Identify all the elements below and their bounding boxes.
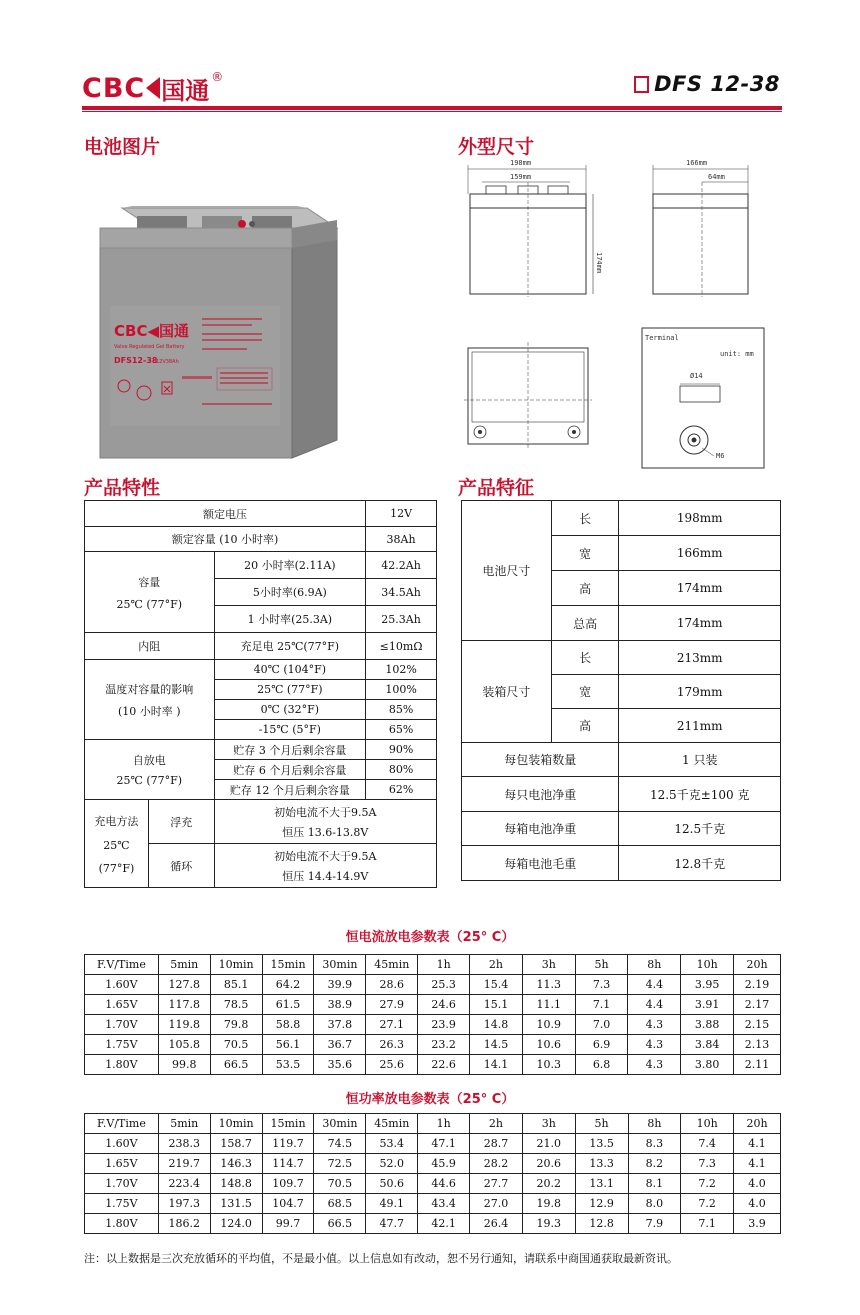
table-cell: 3.91 — [681, 995, 734, 1015]
model-title — [634, 72, 780, 96]
table-cell: 7.1 — [681, 1214, 734, 1234]
table-cell: 25.3 — [418, 975, 470, 995]
table-row — [85, 660, 437, 680]
table-cell: 74.5 — [314, 1134, 366, 1154]
self-discharge-label: 自放电 — [132, 754, 166, 767]
voltage-cell: 1.70V — [85, 1015, 159, 1035]
table-cell: 3.80 — [681, 1055, 734, 1075]
charge-temp-c: 25℃ — [103, 838, 130, 852]
table-cell: 26.4 — [470, 1214, 523, 1234]
table-header-row — [85, 1114, 781, 1134]
table-cell: 119.7 — [262, 1134, 314, 1154]
charge-float-cell — [214, 800, 436, 844]
table-header-cell: 10h — [681, 1114, 734, 1134]
charge-float-line1: 初始电流不大于9.5A — [274, 805, 377, 819]
table-cell: 119.8 — [158, 1015, 210, 1035]
table-cell: 99.8 — [158, 1055, 210, 1075]
battery-size-name: 宽 — [551, 536, 619, 571]
table-header-cell: 5min — [158, 1114, 210, 1134]
box-size-value: 213mm — [619, 641, 781, 675]
table-cell: 117.8 — [158, 995, 210, 1015]
table-cell: 14.1 — [470, 1055, 523, 1075]
table-cell: 64.2 — [262, 975, 314, 995]
table-cell: 78.5 — [210, 995, 262, 1015]
table-cell: 22.6 — [418, 1055, 470, 1075]
spec-value: 12.8千克 — [619, 846, 781, 881]
logo-cbc-text: CBC — [82, 72, 146, 104]
table-cell: 4.1 — [734, 1154, 781, 1174]
table-cell: 131.5 — [210, 1194, 262, 1214]
table-cell: 43.4 — [418, 1194, 470, 1214]
table-cell: 58.8 — [262, 1015, 314, 1035]
rated-voltage-label: 额定电压 — [85, 501, 366, 527]
charge-cycle-label: 循环 — [148, 844, 214, 888]
voltage-cell: 1.65V — [85, 995, 159, 1015]
dim-side-inner: 64mm — [708, 173, 725, 181]
section-title-dimensions: 外型尺寸 — [458, 136, 535, 158]
table-cell: 7.2 — [681, 1194, 734, 1214]
self-discharge-cond: 贮存 3 个月后剩余容量 — [214, 740, 366, 760]
table-row — [85, 633, 437, 660]
battery-size-value: 166mm — [619, 536, 781, 571]
spec-name: 每包装箱数量 — [462, 743, 619, 777]
table-cell: 11.1 — [522, 995, 575, 1015]
table-header-cell: 30min — [314, 1114, 366, 1134]
voltage-cell: 1.80V — [85, 1214, 159, 1234]
battery-size-name: 长 — [551, 501, 619, 536]
charge-cell — [85, 800, 149, 888]
charge-temp-f: (77°F) — [98, 861, 135, 875]
self-discharge-value: 90% — [366, 740, 437, 760]
table-cell: 14.5 — [470, 1035, 523, 1055]
spec-name: 每只电池净重 — [462, 777, 619, 812]
self-discharge-cond: 贮存 12 个月后剩余容量 — [214, 780, 366, 800]
constant-current-title: 恒电流放电参数表（25° C） — [345, 930, 515, 945]
table-header-cell: 15min — [262, 955, 314, 975]
self-discharge-value: 80% — [366, 760, 437, 780]
table-cell: 4.0 — [734, 1174, 781, 1194]
table-cell: 7.3 — [575, 975, 628, 995]
table-cell: 4.3 — [628, 1055, 681, 1075]
table-cell: 53.4 — [366, 1134, 418, 1154]
table-cell: 2.13 — [734, 1035, 781, 1055]
table-row — [85, 800, 437, 844]
table-header-cell: 2h — [470, 955, 523, 975]
temp-effect-value: 65% — [366, 720, 437, 740]
table-cell: 23.2 — [418, 1035, 470, 1055]
table-cell: 197.3 — [158, 1194, 210, 1214]
table-cell: 38.9 — [314, 995, 366, 1015]
table-cell: 7.9 — [628, 1214, 681, 1234]
table-cell: 37.8 — [314, 1015, 366, 1035]
terminal-title: Terminal — [645, 334, 679, 342]
table-cell: 15.1 — [470, 995, 523, 1015]
table-header-cell: F.V/Time — [85, 1114, 159, 1134]
table-cell: 11.3 — [522, 975, 575, 995]
box-size-name: 高 — [551, 709, 619, 743]
table-row — [85, 552, 437, 579]
battery-photo — [92, 168, 342, 463]
table-row — [462, 777, 781, 812]
table-header-cell: 1h — [418, 955, 470, 975]
table-header-cell: 5h — [575, 955, 628, 975]
terminal-bolt: M6 — [716, 452, 725, 460]
table-cell: 7.4 — [681, 1134, 734, 1154]
capacity-rate: 5小时率(6.9A) — [214, 579, 366, 606]
table-cell: 24.6 — [418, 995, 470, 1015]
table-cell: 7.0 — [575, 1015, 628, 1035]
battery-size-value: 198mm — [619, 501, 781, 536]
table-header-cell: 10min — [210, 955, 262, 975]
table-cell: 4.1 — [734, 1134, 781, 1154]
table-cell: 2.15 — [734, 1015, 781, 1035]
box-size-value: 179mm — [619, 675, 781, 709]
table-header-cell: 5h — [575, 1114, 628, 1134]
dim-height: 174mm — [595, 252, 603, 274]
table-header-cell: 5min — [158, 955, 210, 975]
table-header-cell: 10h — [681, 955, 734, 975]
charge-cycle-line1: 初始电流不大于9.5A — [274, 849, 377, 863]
table-cell: 28.6 — [366, 975, 418, 995]
table-cell: 124.0 — [210, 1214, 262, 1234]
internal-resistance-value: ≤10mΩ — [366, 633, 437, 660]
table-cell: 19.3 — [522, 1214, 575, 1234]
table-cell: 35.6 — [314, 1055, 366, 1075]
dim-front-inner: 159mm — [510, 173, 532, 181]
table-row — [85, 527, 437, 552]
table-header-cell: 45min — [366, 955, 418, 975]
battery-logo-text: CBC◀国通 — [114, 322, 189, 340]
rated-capacity-value: 38Ah — [366, 527, 437, 552]
table-header-row — [85, 955, 781, 975]
self-discharge-cell — [85, 740, 215, 800]
table-cell: 52.0 — [366, 1154, 418, 1174]
table-cell: 66.5 — [210, 1055, 262, 1075]
table-cell: 10.6 — [522, 1035, 575, 1055]
features-table — [84, 500, 437, 888]
table-cell: 4.3 — [628, 1015, 681, 1035]
table-cell: 3.95 — [681, 975, 734, 995]
temp-effect-value: 85% — [366, 700, 437, 720]
capacity-value: 42.2Ah — [366, 552, 437, 579]
table-cell: 148.8 — [210, 1174, 262, 1194]
table-header-cell: 3h — [522, 955, 575, 975]
charge-label: 充电方法 — [94, 814, 139, 828]
table-row — [85, 975, 781, 995]
table-row — [85, 1154, 781, 1174]
table-row — [462, 812, 781, 846]
registered-mark: ® — [211, 70, 224, 84]
temp-effect-value: 102% — [366, 660, 437, 680]
table-cell: 12.8 — [575, 1214, 628, 1234]
table-cell: 28.2 — [470, 1154, 523, 1174]
capacity-cell — [85, 552, 215, 633]
box-size-value: 211mm — [619, 709, 781, 743]
table-cell: 27.7 — [470, 1174, 523, 1194]
charge-cycle-line2: 恒压 14.4-14.9V — [282, 869, 369, 883]
table-row — [85, 1134, 781, 1154]
battery-illustration — [92, 168, 342, 463]
constant-power-title: 恒功率放电参数表（25° C） — [345, 1092, 515, 1107]
table-header-cell: 30min — [314, 955, 366, 975]
table-cell: 47.1 — [418, 1134, 470, 1154]
box-size-name: 宽 — [551, 675, 619, 709]
capacity-label: 容量 — [138, 575, 161, 589]
checkbox-square-icon — [634, 76, 649, 93]
table-cell: 53.5 — [262, 1055, 314, 1075]
table-row — [85, 740, 437, 760]
temp-effect-temp: 40℃ (104°F) — [214, 660, 366, 680]
table-header-cell: 10min — [210, 1114, 262, 1134]
table-row — [85, 1035, 781, 1055]
table-header-cell: 20h — [734, 1114, 781, 1134]
footnote: 注：以上数据是三次充放循环的平均值，不是最小值。以上信息如有改动，恕不另行通知，请联系中商国通获取最新资讯。 — [84, 1252, 678, 1265]
table-cell: 127.8 — [158, 975, 210, 995]
table-cell: 223.4 — [158, 1174, 210, 1194]
capacity-value: 34.5Ah — [366, 579, 437, 606]
table-cell: 105.8 — [158, 1035, 210, 1055]
battery-model-text: DFS12-38 — [114, 356, 158, 365]
brand-logo — [82, 70, 223, 106]
header-divider — [82, 106, 782, 110]
table-cell: 4.0 — [734, 1194, 781, 1214]
model-name: DFS 12-38 — [654, 72, 780, 96]
table-cell: 21.0 — [522, 1134, 575, 1154]
table-cell: 4.4 — [628, 995, 681, 1015]
table-header-cell: 45min — [366, 1114, 418, 1134]
table-row — [462, 641, 781, 675]
temp-effect-sub: (10 小时率 ) — [118, 704, 181, 718]
table-row — [85, 995, 781, 1015]
table-cell: 12.9 — [575, 1194, 628, 1214]
table-header-cell: 2h — [470, 1114, 523, 1134]
battery-size-value: 174mm — [619, 606, 781, 641]
table-cell: 19.8 — [522, 1194, 575, 1214]
table-cell: 2.11 — [734, 1055, 781, 1075]
table-cell: 85.1 — [210, 975, 262, 995]
battery-size-value: 174mm — [619, 571, 781, 606]
charge-cycle-cell — [214, 844, 436, 888]
table-header-cell: 20h — [734, 955, 781, 975]
table-header-cell: 8h — [628, 955, 681, 975]
table-cell: 44.6 — [418, 1174, 470, 1194]
table-cell: 45.9 — [418, 1154, 470, 1174]
table-row — [462, 501, 781, 536]
temp-effect-temp: 25℃ (77°F) — [214, 680, 366, 700]
table-cell: 8.1 — [628, 1174, 681, 1194]
dim-front-width: 198mm — [510, 159, 532, 167]
table-cell: 238.3 — [158, 1134, 210, 1154]
dimension-drawing-svg — [458, 152, 780, 472]
table-cell: 109.7 — [262, 1174, 314, 1194]
table-cell: 70.5 — [210, 1035, 262, 1055]
capacity-temp: 25℃ (77°F) — [116, 597, 183, 611]
temp-effect-cell — [85, 660, 215, 740]
table-cell: 36.7 — [314, 1035, 366, 1055]
box-size-name: 长 — [551, 641, 619, 675]
table-cell: 49.1 — [366, 1194, 418, 1214]
logo-arrow-icon — [146, 77, 160, 99]
table-cell: 27.0 — [470, 1194, 523, 1214]
table-cell: 42.1 — [418, 1214, 470, 1234]
table-cell: 72.5 — [314, 1154, 366, 1174]
table-cell: 99.7 — [262, 1214, 314, 1234]
table-cell: 13.3 — [575, 1154, 628, 1174]
table-cell: 7.1 — [575, 995, 628, 1015]
table-header-cell: 1h — [418, 1114, 470, 1134]
spec-value: 12.5千克±100 克 — [619, 777, 781, 812]
voltage-cell: 1.75V — [85, 1035, 159, 1055]
voltage-cell: 1.80V — [85, 1055, 159, 1075]
temp-effect-temp: -15℃ (5°F) — [214, 720, 366, 740]
table-cell: 23.9 — [418, 1015, 470, 1035]
table-cell: 25.6 — [366, 1055, 418, 1075]
table-cell: 219.7 — [158, 1154, 210, 1174]
header-divider-thin — [82, 111, 782, 112]
table-cell: 26.3 — [366, 1035, 418, 1055]
table-header-cell: 8h — [628, 1114, 681, 1134]
table-cell: 70.5 — [314, 1174, 366, 1194]
voltage-cell: 1.70V — [85, 1174, 159, 1194]
voltage-cell: 1.65V — [85, 1154, 159, 1174]
table-cell: 56.1 — [262, 1035, 314, 1055]
table-cell: 50.6 — [366, 1174, 418, 1194]
table-cell: 13.1 — [575, 1174, 628, 1194]
box-size-label: 装箱尺寸 — [462, 641, 552, 743]
section-title-features: 产品特性 — [84, 477, 161, 499]
table-cell: 146.3 — [210, 1154, 262, 1174]
internal-resistance-label: 内阻 — [85, 633, 215, 660]
table-row — [462, 846, 781, 881]
internal-resistance-cond: 充足电 25℃(77°F) — [214, 633, 366, 660]
table-cell: 3.9 — [734, 1214, 781, 1234]
table-cell: 3.88 — [681, 1015, 734, 1035]
table-cell: 27.9 — [366, 995, 418, 1015]
logo-cn-text: 国通 — [161, 76, 210, 105]
terminal-unit: unit: mm — [720, 350, 754, 358]
spec-value: 12.5千克 — [619, 812, 781, 846]
table-cell: 68.5 — [314, 1194, 366, 1214]
voltage-cell: 1.60V — [85, 1134, 159, 1154]
dim-side-width: 166mm — [686, 159, 708, 167]
table-cell: 8.3 — [628, 1134, 681, 1154]
constant-current-table — [84, 954, 781, 1075]
terminal-diameter: Ø14 — [690, 372, 703, 380]
table-cell: 2.17 — [734, 995, 781, 1015]
table-cell: 79.8 — [210, 1015, 262, 1035]
spec-name: 每箱电池毛重 — [462, 846, 619, 881]
table-header-cell: F.V/Time — [85, 955, 159, 975]
spec-name: 每箱电池净重 — [462, 812, 619, 846]
table-cell: 61.5 — [262, 995, 314, 1015]
temp-effect-temp: 0℃ (32°F) — [214, 700, 366, 720]
table-cell: 10.9 — [522, 1015, 575, 1035]
table-cell: 10.3 — [522, 1055, 575, 1075]
specs-table — [461, 500, 781, 881]
table-cell: 27.1 — [366, 1015, 418, 1035]
self-discharge-value: 62% — [366, 780, 437, 800]
charge-float-label: 浮充 — [148, 800, 214, 844]
table-header-cell: 3h — [522, 1114, 575, 1134]
temp-effect-value: 100% — [366, 680, 437, 700]
capacity-rate: 20 小时率(2.11A) — [214, 552, 366, 579]
table-cell: 8.0 — [628, 1194, 681, 1214]
voltage-cell: 1.75V — [85, 1194, 159, 1214]
capacity-rate: 1 小时率(25.3A) — [214, 606, 366, 633]
capacity-value: 25.3Ah — [366, 606, 437, 633]
table-cell: 4.3 — [628, 1035, 681, 1055]
table-row — [85, 1055, 781, 1075]
table-cell: 20.6 — [522, 1154, 575, 1174]
table-row — [85, 501, 437, 527]
charge-float-line2: 恒压 13.6-13.8V — [282, 825, 369, 839]
table-cell: 158.7 — [210, 1134, 262, 1154]
table-cell: 3.84 — [681, 1035, 734, 1055]
table-cell: 47.7 — [366, 1214, 418, 1234]
table-row — [462, 743, 781, 777]
table-cell: 15.4 — [470, 975, 523, 995]
temp-effect-label: 温度对容量的影响 — [105, 682, 194, 696]
table-cell: 7.3 — [681, 1154, 734, 1174]
table-row — [85, 1015, 781, 1035]
table-row — [85, 1174, 781, 1194]
battery-size-name: 总高 — [551, 606, 619, 641]
spec-value: 1 只装 — [619, 743, 781, 777]
self-discharge-cond: 贮存 6 个月后剩余容量 — [214, 760, 366, 780]
battery-size-label: 电池尺寸 — [462, 501, 552, 641]
table-cell: 28.7 — [470, 1134, 523, 1154]
table-cell: 6.9 — [575, 1035, 628, 1055]
constant-power-table — [84, 1113, 781, 1234]
table-cell: 6.8 — [575, 1055, 628, 1075]
table-cell: 4.4 — [628, 975, 681, 995]
battery-type-text: Valve Regulated Gel Battery — [114, 344, 185, 350]
table-cell: 39.9 — [314, 975, 366, 995]
table-cell: 114.7 — [262, 1154, 314, 1174]
battery-size-name: 高 — [551, 571, 619, 606]
table-cell: 13.5 — [575, 1134, 628, 1154]
section-title-specs: 产品特征 — [458, 477, 535, 499]
table-header-cell: 15min — [262, 1114, 314, 1134]
table-cell: 20.2 — [522, 1174, 575, 1194]
table-cell: 104.7 — [262, 1194, 314, 1214]
table-row — [85, 1214, 781, 1234]
table-cell: 66.5 — [314, 1214, 366, 1234]
voltage-cell: 1.60V — [85, 975, 159, 995]
table-row — [85, 1194, 781, 1214]
self-discharge-temp: 25℃ (77°F) — [116, 774, 183, 787]
section-title-picture: 电池图片 — [84, 136, 161, 158]
rated-voltage-value: 12V — [366, 501, 437, 527]
table-cell: 8.2 — [628, 1154, 681, 1174]
dimension-drawings — [458, 152, 780, 472]
table-cell: 14.8 — [470, 1015, 523, 1035]
table-cell: 7.2 — [681, 1174, 734, 1194]
rated-capacity-label: 额定容量 (10 小时率) — [85, 527, 366, 552]
table-cell: 186.2 — [158, 1214, 210, 1234]
battery-rating-text: 12V38Ah — [156, 359, 179, 365]
table-cell: 2.19 — [734, 975, 781, 995]
